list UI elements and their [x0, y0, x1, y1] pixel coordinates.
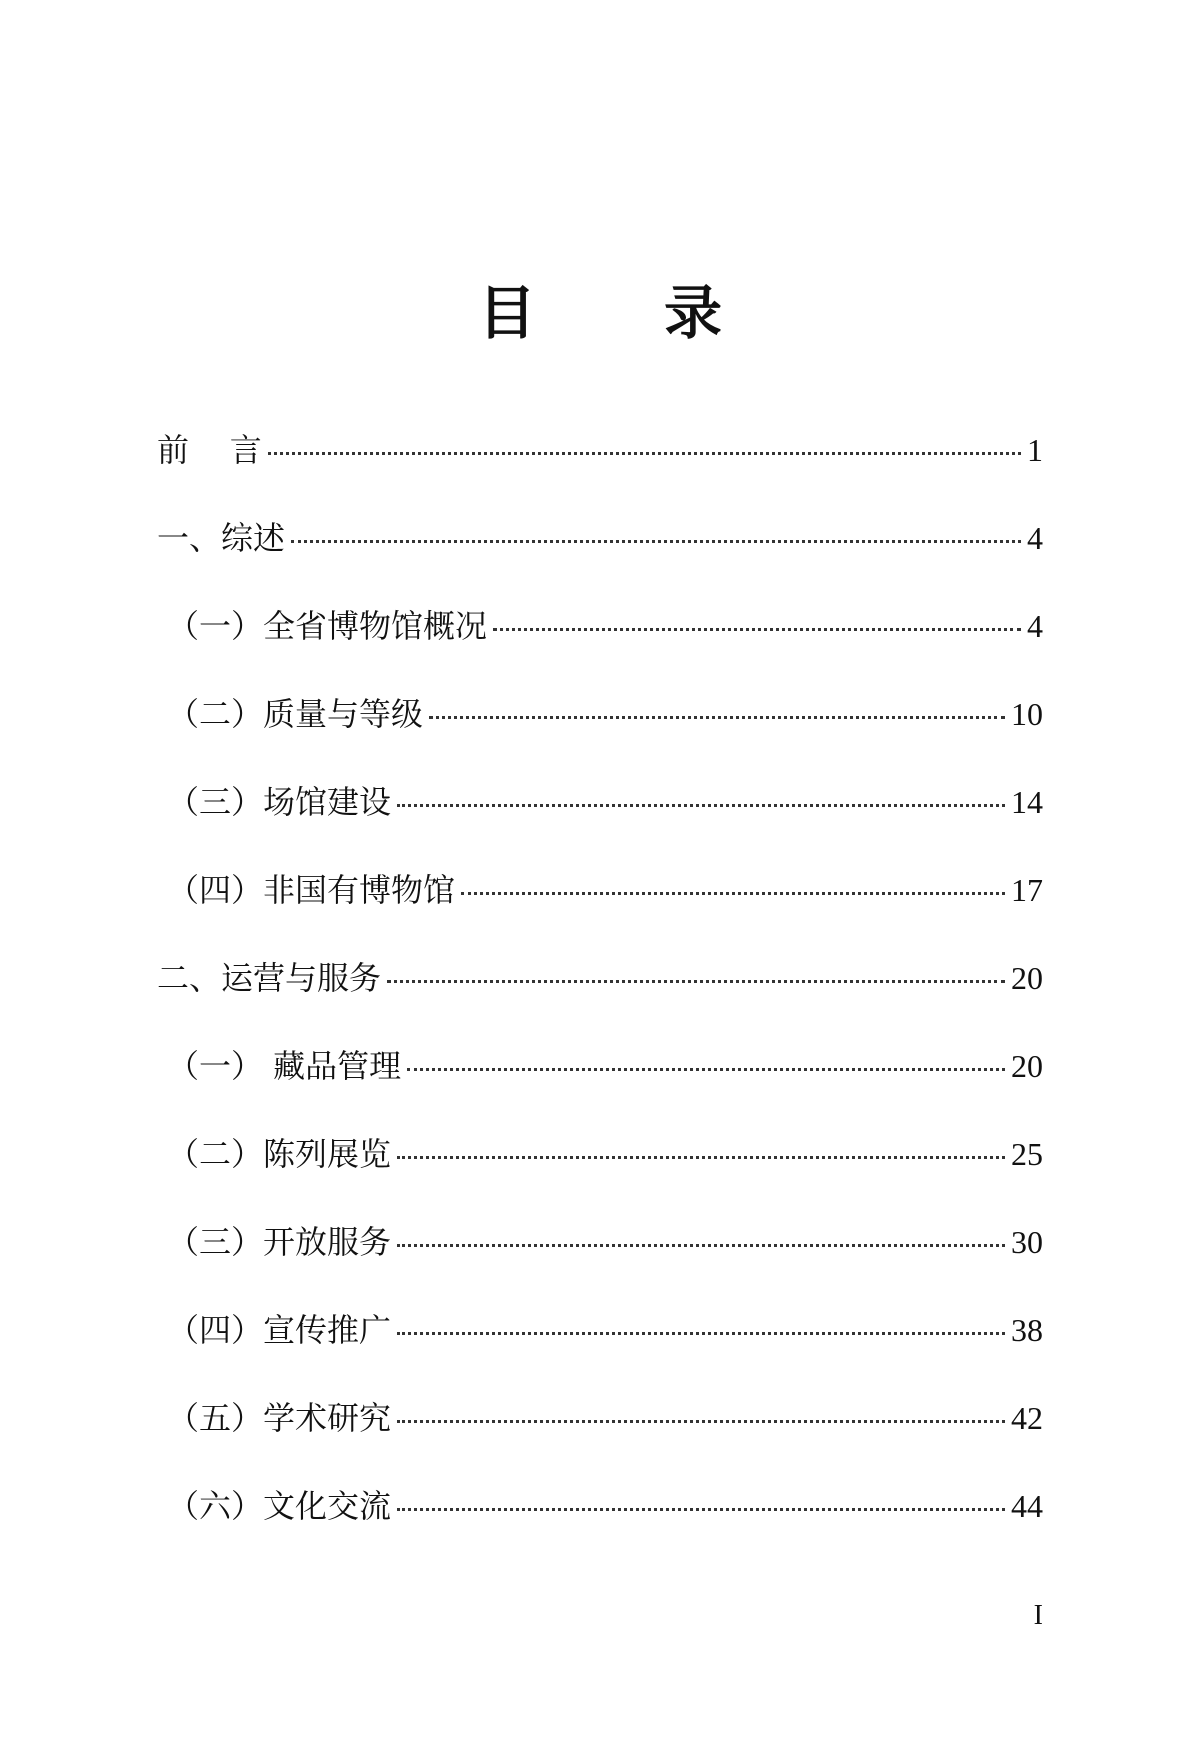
dot-leader	[397, 804, 1005, 807]
toc-entry-page: 4	[1027, 520, 1043, 556]
toc-entry-label: （四）非国有博物馆	[167, 871, 456, 909]
toc-entry-page: 44	[1011, 1488, 1043, 1524]
dot-leader	[268, 452, 1021, 455]
toc-entry-label: （四）宣传推广	[167, 1311, 392, 1349]
toc-title	[0, 278, 1200, 348]
toc-entry-page: 20	[1011, 960, 1043, 996]
toc-entry-page: 4	[1027, 608, 1043, 644]
toc-entry-label: （五）学术研究	[167, 1399, 392, 1437]
toc-title-char-1: 目	[477, 279, 536, 347]
toc-entry-page: 20	[1011, 1048, 1043, 1084]
toc-entry-label: （一） 藏品管理	[167, 1047, 402, 1085]
toc-entry-non-state-museums[interactable]	[157, 860, 1043, 948]
toc-entry-collection-management[interactable]	[157, 1036, 1043, 1124]
dot-leader	[461, 892, 1005, 895]
toc-entry-page: 30	[1011, 1224, 1043, 1260]
toc-entry-operations-services[interactable]	[157, 948, 1043, 1036]
toc-entry-open-services[interactable]	[157, 1212, 1043, 1300]
toc-entry-label: （六）文化交流	[167, 1487, 392, 1525]
dot-leader	[429, 716, 1005, 719]
toc-entry-page: 10	[1011, 696, 1043, 732]
dot-leader	[387, 980, 1005, 983]
toc-entry-venue-construction[interactable]	[157, 772, 1043, 860]
title-gap	[536, 278, 664, 348]
toc-entry-label: 前 言	[157, 431, 262, 469]
toc-entry-page: 25	[1011, 1136, 1043, 1172]
dot-leader	[397, 1332, 1005, 1335]
dot-leader	[397, 1156, 1005, 1159]
dot-leader	[407, 1068, 1005, 1071]
table-of-contents	[157, 420, 1043, 1564]
toc-entry-page: 17	[1011, 872, 1043, 908]
dot-leader	[493, 628, 1021, 631]
toc-entry-exhibitions[interactable]	[157, 1124, 1043, 1212]
toc-entry-page: 14	[1011, 784, 1043, 820]
dot-leader	[397, 1244, 1005, 1247]
toc-entry-cultural-exchange[interactable]	[157, 1476, 1043, 1564]
toc-entry-preface[interactable]	[157, 420, 1043, 508]
toc-entry-academic-research[interactable]	[157, 1388, 1043, 1476]
toc-entry-label: （三）开放服务	[167, 1223, 392, 1261]
toc-entry-promotion[interactable]	[157, 1300, 1043, 1388]
toc-entry-quality-grade[interactable]	[157, 684, 1043, 772]
toc-entry-label: 二、运营与服务	[157, 959, 382, 997]
toc-entry-label: （二）质量与等级	[167, 695, 424, 733]
toc-entry-label: 一、综述	[157, 519, 286, 557]
toc-entry-page: 38	[1011, 1312, 1043, 1348]
toc-entry-label: （一）全省博物馆概况	[167, 607, 488, 645]
dot-leader	[397, 1508, 1005, 1511]
toc-entry-label: （二）陈列展览	[167, 1135, 392, 1173]
page-number: I	[1033, 1600, 1043, 1631]
toc-entry-label: （三）场馆建设	[167, 783, 392, 821]
dot-leader	[291, 540, 1021, 543]
toc-entry-page: 1	[1027, 432, 1043, 468]
toc-entry-overview[interactable]	[157, 508, 1043, 596]
toc-entry-museum-overview[interactable]	[157, 596, 1043, 684]
toc-entry-page: 42	[1011, 1400, 1043, 1436]
dot-leader	[397, 1420, 1005, 1423]
toc-title-char-2: 录	[664, 279, 723, 347]
